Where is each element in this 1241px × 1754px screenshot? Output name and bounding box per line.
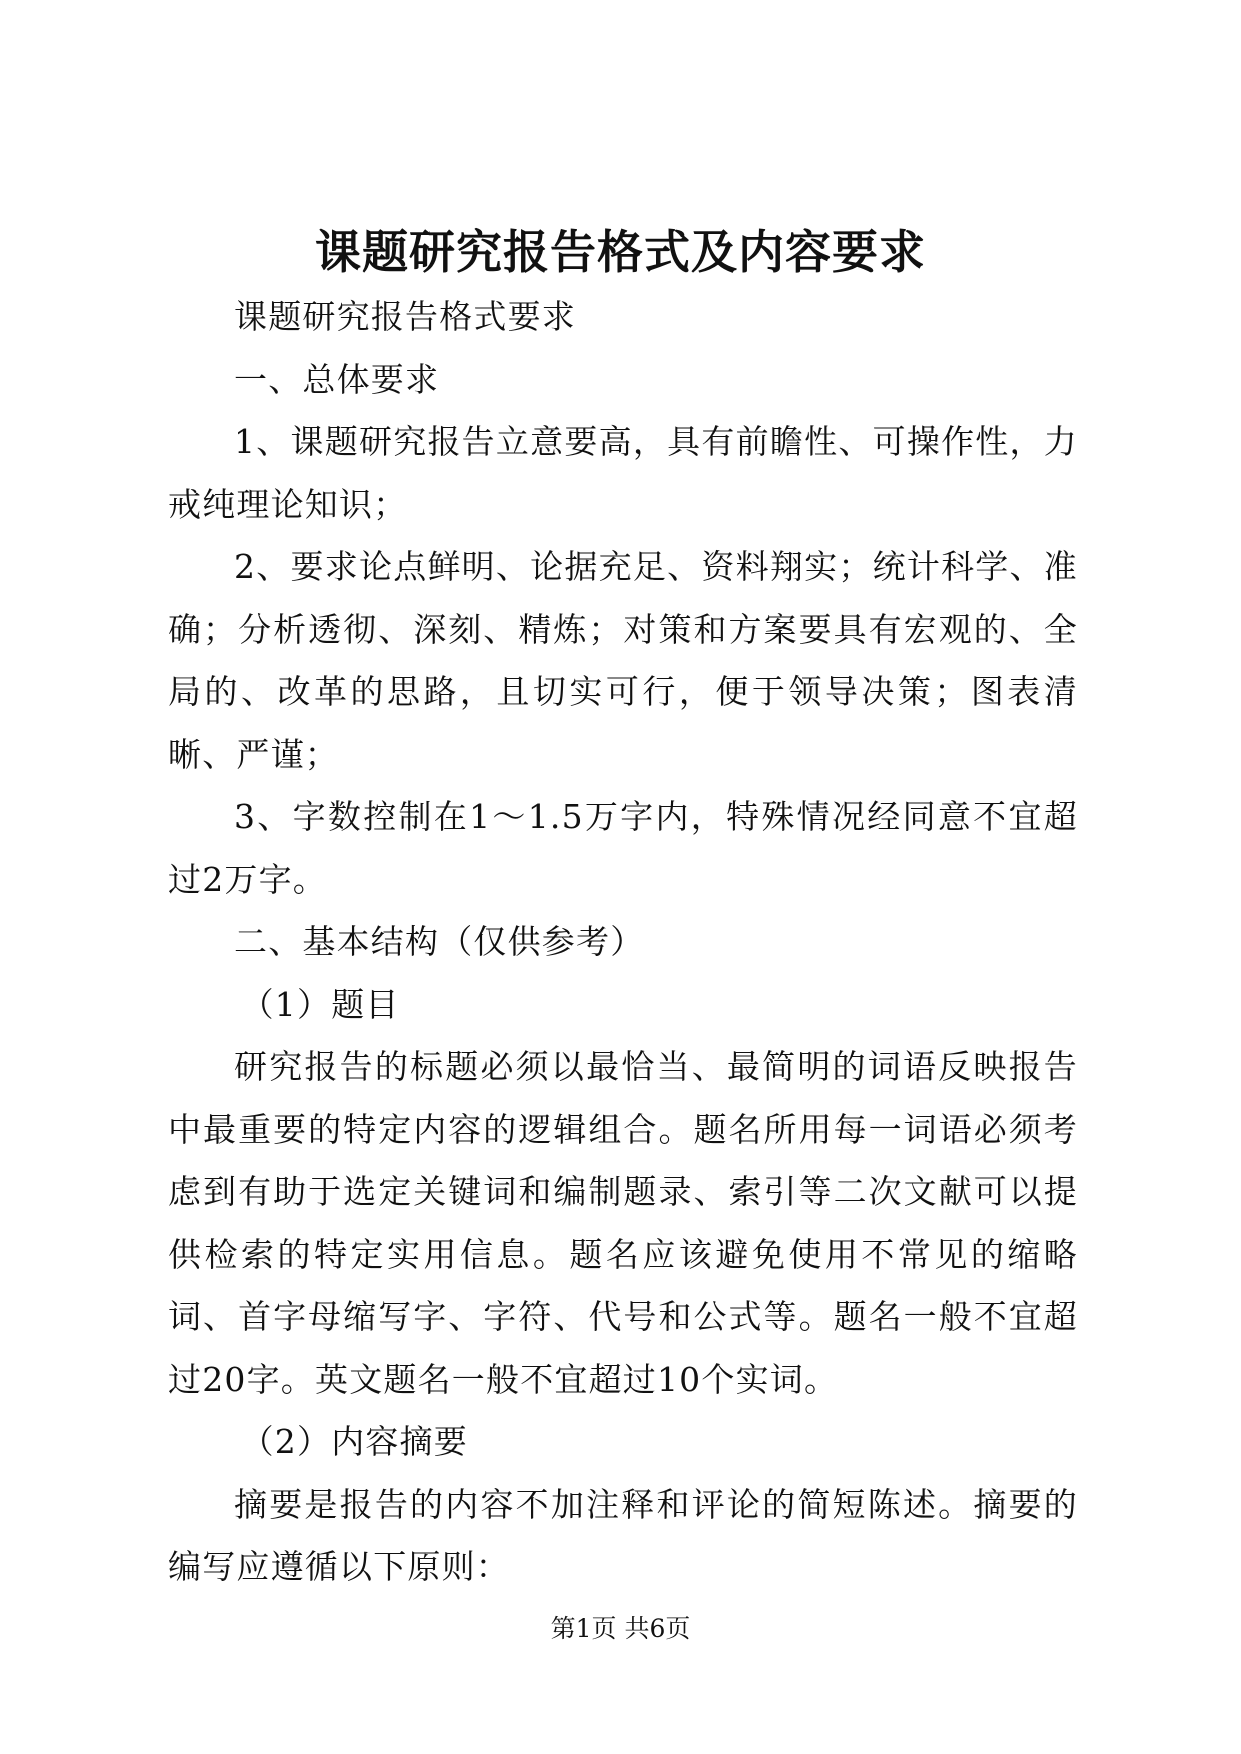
paragraph-subheading-title: （1）题目 [240,984,400,1024]
paragraph-requirement-1: 1、课题研究报告立意要高，具有前瞻性、可操作性，力戒纯理论知识； [168,422,1078,524]
paragraph-format-heading: 课题研究报告格式要求 [234,297,576,336]
page-number-footer: 第1页 共6页 [550,1614,691,1643]
document-body [168,286,1078,1599]
paragraph-requirement-2: 2、要求论点鲜明、论据充足、资料翔实；统计科学、准确；分析透彻、深刻、精炼；对策和方案要具有宏观的、全局的、改革的思路，且切实可行，便于领导决策；图表清晰、严谨； [168,547,1078,774]
paragraph-title-description: 研究报告的标题必须以最恰当、最简明的词语反映报告中最重要的特定内容的逻辑组合。题名所用每一词语必须考虑到有助于选定关键词和编制题录、索引等二次文献可以提供检索的特定实用信息。题名应该避免使用不常见的缩略词、首字母缩写字、字符、代号和公式等。题名一般不宜超过20字。英文题名一般不宜超过10个实词。 [168,1047,1078,1399]
paragraph-section-two-heading: 二、基本结构（仅供参考） [234,922,645,961]
paragraph-abstract-description: 摘要是报告的内容不加注释和评论的简短陈述。摘要的编写应遵循以下原则： [168,1484,1078,1586]
paragraph-section-one-heading: 一、总体要求 [234,359,440,399]
document-title: 课题研究报告格式及内容要求 [315,225,926,279]
paragraph-requirement-3: 3、字数控制在1～1.5万字内，特殊情况经同意不宜超过2万字。 [168,797,1078,899]
paragraph-subheading-abstract: （2）内容摘要 [240,1422,468,1461]
